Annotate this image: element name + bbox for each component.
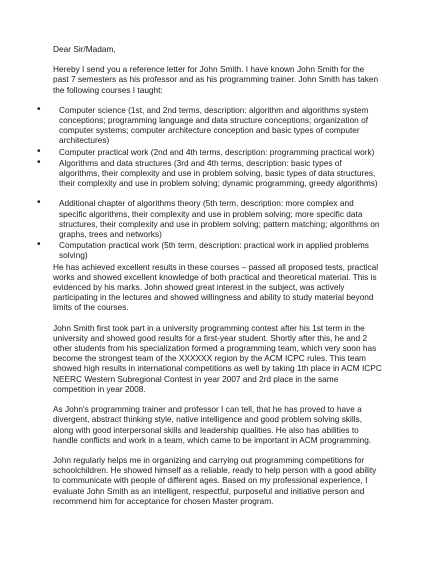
- course-list: [53, 105, 382, 261]
- intro-paragraph: Hereby I send you a reference letter for John Smith. I have known John Smith for the past 7 semesters as his professor and as his programming trainer. John Smith has taken the following courses I taught:: [53, 64, 379, 95]
- course-item: • Additional chapter of algorithms theory (5th term, description: more complex and specific algorithms, their complexity and use in problem solving; more specific data structures, their complexity and use in problem solving; pattern matching; algorithms on graphs, trees and networks): [53, 198, 382, 239]
- course-item: • Computer practical work (2nd and 4th terms, description: programming practical work): [53, 147, 382, 157]
- skills-paragraph: As John's programming trainer and professor I can tell, that he has proved to have a divergent, abstract thinking style, native intelligence and good problem solving skills, along with good interpersonal skills and leadership qualities. He also has abilities to handle conflicts and work in a team, which came to be important in ACM programming.: [53, 404, 372, 445]
- contest-paragraph: John Smith first took part in a university programming contest after his 1st term in the university and showed good results for a first-year student. Shortly after this, he and 2 other students from his specialization formed a programming team, which very soon has become the strongest team of the XXXXXX region by the ACM ICPC rules. This team showed high results in international competitions as well by taking 1th place in ACM ICPC NEERC Western Subregional Contest in year 2007 and 2rd place in the same competition in year 2008.: [53, 322, 382, 394]
- recommendation-paragraph: John regularly helps me in organizing and carrying out programming competitions for schoolchildren. He showed himself as a reliable, ready to help person with a good ability to communicate with people of different ages. Based on my professional experience, I evaluate John Smith as an intelligent, respectful, purposeful and initiative person and recommend him for acceptance for chosen Master program.: [53, 454, 377, 506]
- course-item: • Computer science (1st, and 2nd terms, description: algorithm and algorithms system conceptions; programming language and data structure conceptions; organization of computer systems; computer architecture conception and basic types of computer architectures): [53, 105, 382, 146]
- results-paragraph: He has achieved excellent results in these courses – passed all proposed tests, practical works and showed excellent knowledge of both practical and theoretical material. This is evidenced by his marks. John showed great interest in the subject, was actively participating in the lectures and showed willingness and ability to study material beyond limits of the courses.: [53, 261, 379, 313]
- course-item: • Algorithms and data structures (3rd and 4th terms, description: basic types of algorithms, their complexity and use in problem solving, basic types of data structures, their complexity and use in problem solving; dynamic programming, greedy algorithms): [53, 158, 382, 189]
- course-item: • Computation practical work (5th term, description: practical work in applied problems solving): [53, 240, 382, 260]
- salutation: Dear Sir/Madam,: [53, 44, 116, 54]
